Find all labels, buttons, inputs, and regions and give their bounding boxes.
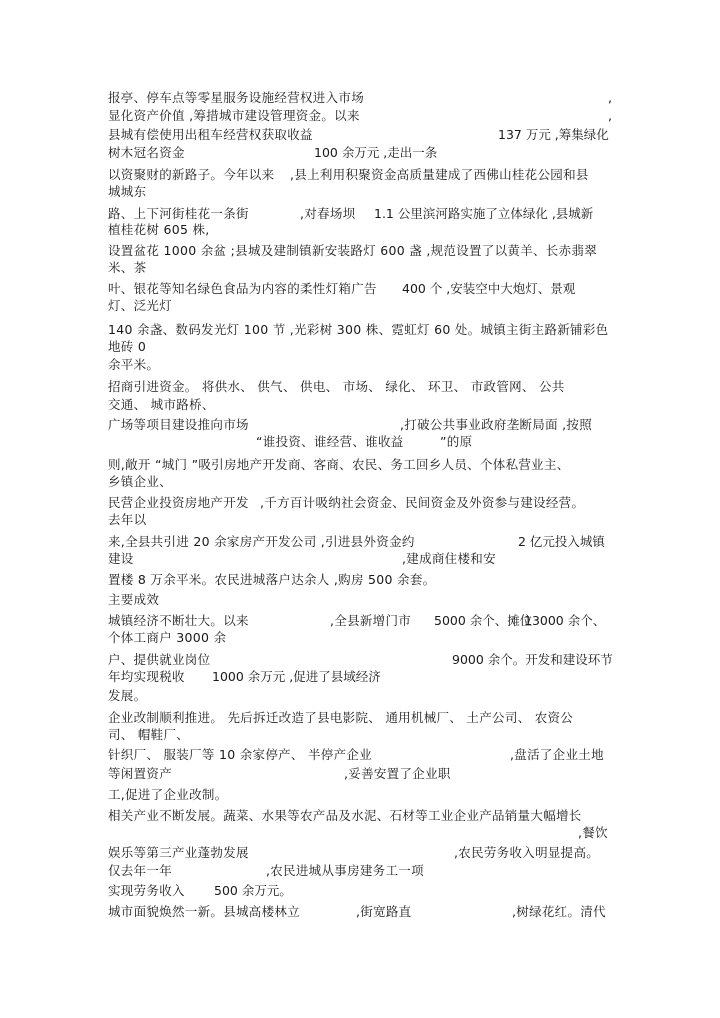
text-segment: ”的原 bbox=[440, 434, 473, 449]
text-segment: 2 亿元投入城镇 bbox=[518, 534, 605, 549]
text-segment: 植桂花树 605 株, bbox=[108, 222, 210, 237]
text-segment: 设置盆花 1000 余盆 ;县城及建制镇新安装路灯 600 盏 ,规范设置了以黄羊、长赤翡翠 bbox=[108, 243, 597, 258]
text-segment: 招商引进资金。 将供水、 供气、 供电、 市场、 绿化、 环卫、 市政管网、 公共 bbox=[108, 379, 565, 394]
text-segment: 树木冠名资金 bbox=[108, 145, 185, 160]
text-segment: 以资聚财的新路子。今年以来 bbox=[108, 167, 275, 182]
text-segment: 报亭、停车点等零星服务设施经营权进入市场 bbox=[108, 90, 365, 105]
text-line bbox=[108, 510, 616, 530]
text-segment: 余平米。 bbox=[108, 357, 160, 372]
text-line bbox=[108, 258, 616, 278]
text-line bbox=[108, 628, 616, 648]
text-segment: 137 万元 ,筹集绿化 bbox=[498, 127, 609, 142]
text-segment: ,县上利用积聚资金高质量建成了西佛山桂花公园和县 bbox=[290, 167, 589, 182]
text-line bbox=[108, 296, 616, 316]
text-segment: “谁投资、谁经营、谁收益 bbox=[256, 434, 404, 449]
text-segment: 相关产业不断发展。蔬菜、水果等农产品及水泥、石材等工业企业产品销量大幅增长 bbox=[108, 808, 582, 823]
text-segment: ,对春场坝 bbox=[300, 206, 356, 221]
text-line bbox=[108, 785, 616, 805]
text-segment: 置楼 8 万余平米。农民进城落户达余人 ,购房 500 余套。 bbox=[108, 572, 436, 587]
text-line bbox=[108, 881, 616, 901]
text-segment: 城城东 bbox=[108, 184, 147, 199]
text-segment: 交通、 城市路桥、 bbox=[108, 397, 215, 412]
text-segment: 建设 bbox=[108, 551, 134, 566]
text-segment: 城市面貌焕然一新。县城高楼林立 bbox=[108, 904, 301, 919]
text-line bbox=[108, 337, 616, 357]
text-segment: ,全县新增门市 bbox=[330, 613, 412, 628]
text-segment: 针织厂、 服装厂等 10 余家停产、 半停产企业 bbox=[108, 747, 372, 762]
text-segment: 路、上下河街桂花一条街 bbox=[108, 206, 249, 221]
text-segment: 司、 帽鞋厂、 bbox=[108, 727, 190, 742]
text-line bbox=[108, 432, 616, 452]
text-segment: ,打破公共事业政府垄断局面 ,按照 bbox=[400, 417, 593, 432]
text-segment: 140 余盏、数码发光灯 100 节 ,光彩树 300 株、霓虹灯 60 处。城镇主街主路新铺彩色 bbox=[108, 322, 609, 337]
text-segment: 乡镇企业、 bbox=[108, 474, 173, 489]
text-segment: ,妥善安置了企业职 bbox=[344, 766, 451, 781]
text-line bbox=[108, 182, 616, 202]
text-line bbox=[108, 861, 616, 881]
text-segment: 主要成效 bbox=[108, 592, 160, 607]
text-segment: 个体工商户 3000 余 bbox=[108, 630, 227, 645]
text-line bbox=[108, 590, 616, 610]
text-segment: ,农民劳务收入明显提高。 bbox=[454, 845, 600, 860]
text-line bbox=[108, 355, 616, 375]
text-line bbox=[108, 843, 616, 863]
text-line bbox=[108, 549, 616, 569]
text-line bbox=[108, 745, 616, 765]
text-segment: ,农民进城从事房建务工一项 bbox=[266, 863, 424, 878]
text-line bbox=[108, 686, 616, 706]
text-segment: 13000 余个、 bbox=[524, 613, 606, 628]
text-line bbox=[108, 106, 616, 126]
text-segment: 发展。 bbox=[108, 688, 147, 703]
text-segment: 来,全县共引进 20 余家房产开发公司 ,引进县外资金约 bbox=[108, 534, 415, 549]
text-line bbox=[108, 88, 616, 108]
text-line bbox=[108, 725, 616, 745]
text-segment: ,千方百计吸纳社会资金、民间资金及外资参与建设经营。 bbox=[260, 495, 585, 510]
text-segment: 1.1 公里滨河路实施了立体绿化 ,县城新 bbox=[374, 206, 594, 221]
text-segment: 叶、银花等知名绿色食品为内容的柔性灯箱广告 bbox=[108, 281, 377, 296]
text-segment: 灯、泛光灯 bbox=[108, 298, 173, 313]
text-segment: 等闲置资产 bbox=[108, 766, 173, 781]
text-segment: ,盘活了企业土地 bbox=[510, 747, 604, 762]
text-segment: 仅去年一年 bbox=[108, 863, 173, 878]
text-segment: 户、提供就业岗位 bbox=[108, 652, 211, 667]
text-segment: 城镇经济不断壮大。以来 bbox=[108, 613, 249, 628]
text-line bbox=[108, 823, 616, 843]
text-line bbox=[108, 764, 616, 784]
text-segment: 500 余万元。 bbox=[214, 883, 292, 898]
text-line bbox=[108, 143, 616, 163]
text-segment: ,建成商住楼和安 bbox=[402, 551, 496, 566]
text-line bbox=[108, 902, 616, 922]
text-segment: 1000 余万元 ,促进了县域经济 bbox=[212, 669, 381, 684]
text-segment: 去年以 bbox=[108, 512, 147, 527]
text-segment: 则,敞开 “城门 ”吸引房地产开发商、客商、农民、务工回乡人员、个体私营业主、 bbox=[108, 457, 570, 472]
text-segment: , bbox=[608, 108, 613, 123]
text-segment: 广场等项目建设推向市场 bbox=[108, 417, 249, 432]
text-segment: 显化资产价值 ,筹措城市建设管理资金。以来 bbox=[108, 108, 360, 123]
text-segment: 民营企业投资房地产开发 bbox=[108, 495, 249, 510]
text-segment: 娱乐等第三产业蓬勃发展 bbox=[108, 845, 249, 860]
text-line bbox=[108, 220, 616, 240]
text-line bbox=[108, 377, 616, 397]
text-line bbox=[108, 667, 616, 687]
text-segment: 100 余万元 ,走出一条 bbox=[314, 145, 438, 160]
text-segment: 实现劳务收入 bbox=[108, 883, 185, 898]
text-segment: 年均实现税收 bbox=[108, 669, 185, 684]
text-segment: 企业改制顺利推进。 先后拆迁改造了县电影院、 通用机械厂、 土产公司、 农资公 bbox=[108, 710, 574, 725]
text-segment: , bbox=[608, 90, 613, 105]
text-segment: 米、茶 bbox=[108, 260, 147, 275]
text-segment: 工,促进了企业改制。 bbox=[108, 787, 228, 802]
text-segment: ,树绿花红。清代 bbox=[512, 904, 606, 919]
text-line bbox=[108, 395, 616, 415]
text-segment: ,街宽路直 bbox=[356, 904, 412, 919]
text-segment: 400 个 ,安装空中大炮灯、景观 bbox=[402, 281, 576, 296]
text-segment: 9000 余个。开发和建设环节 bbox=[452, 652, 613, 667]
text-segment: 县城有偿使用出租车经营权获取收益 bbox=[108, 127, 313, 142]
text-line bbox=[108, 472, 616, 492]
text-line bbox=[108, 570, 616, 590]
text-segment: ,餐饮 bbox=[578, 825, 608, 840]
text-line bbox=[108, 125, 616, 145]
text-segment: 地砖 0 bbox=[108, 339, 147, 354]
text-segment: 5000 余个、摊位 bbox=[434, 613, 533, 628]
